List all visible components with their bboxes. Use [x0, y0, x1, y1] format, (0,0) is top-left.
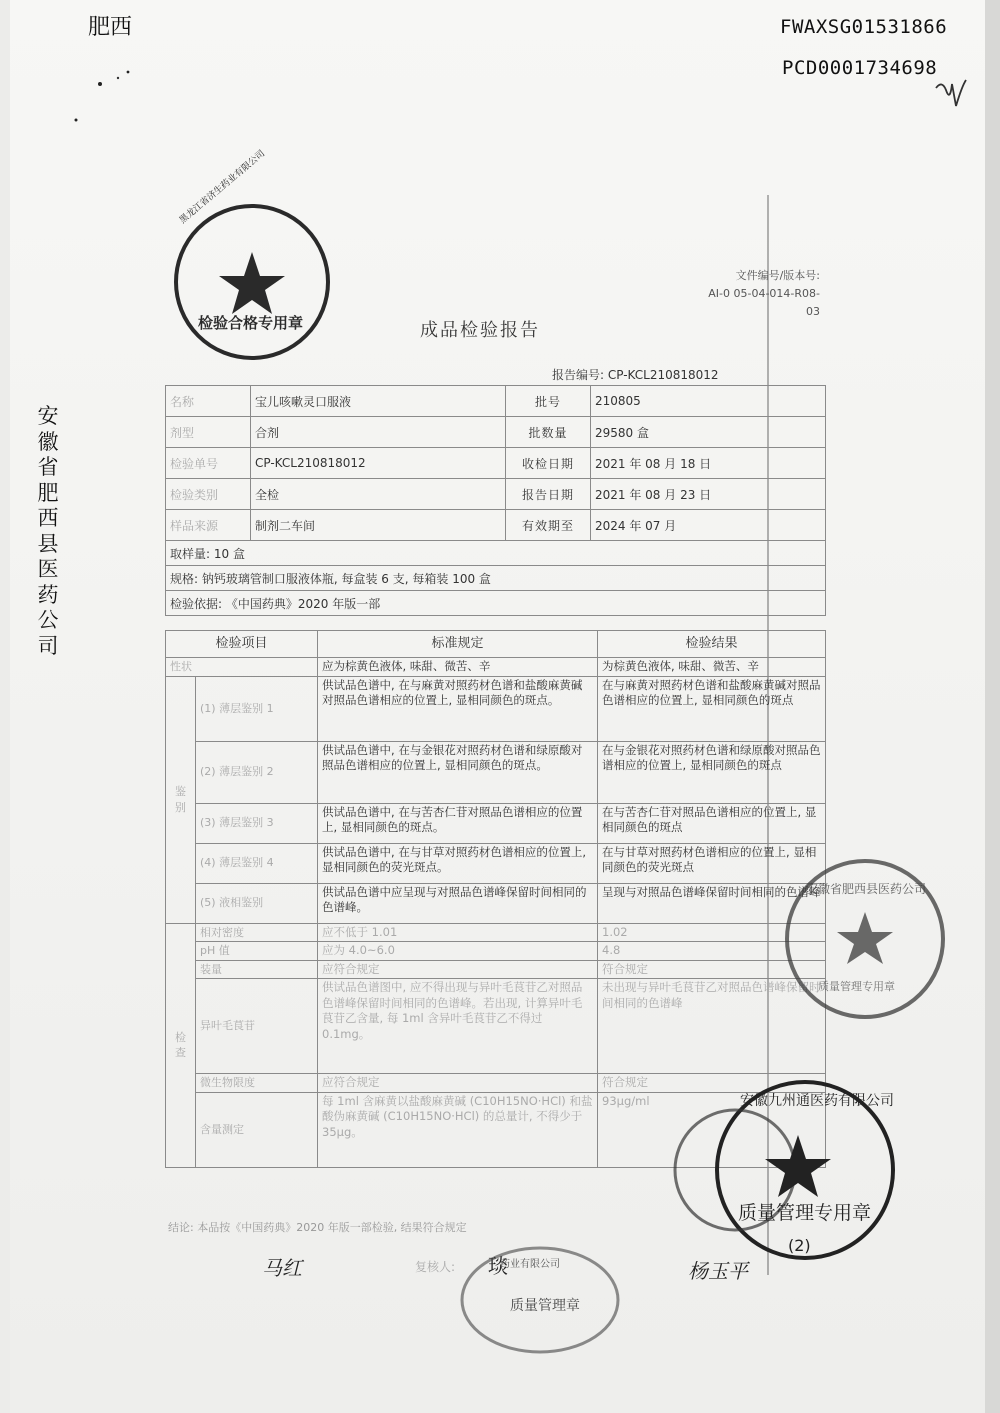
result-item: (3) 薄层鉴别 3	[196, 803, 318, 843]
result-value: 4.8	[598, 942, 826, 961]
info-row-full	[166, 541, 826, 566]
info-value: 合剂	[251, 417, 506, 448]
small-stamp-ring-text: 药业有限公司	[500, 1259, 560, 1270]
result-item: 含量测定	[196, 1092, 318, 1167]
info-label: 检验类别	[166, 479, 251, 510]
info-value: CP-KCL210818012	[251, 448, 506, 479]
result-value: 1.02	[598, 923, 826, 942]
result-standard: 应符合规定	[318, 1074, 598, 1093]
result-standard: 供试品色谱图中, 应不得出现与异叶毛茛苷乙对照品色谱峰保留时间相同的色谱峰。若出现, 计算异叶毛茛苷乙含量, 每 1ml 含异叶毛茛苷乙不得过 0.1mg。	[318, 979, 598, 1074]
result-value: 在与苦杏仁苷对照品色谱相应的位置上, 显相同颜色的斑点	[598, 803, 826, 843]
info-label: 样品来源	[166, 510, 251, 541]
doc-number-label: 文件编号/版本号:	[735, 269, 820, 282]
result-row	[166, 960, 826, 979]
results-header-row	[166, 631, 826, 658]
result-standard: 供试品色谱中应呈现与对照品色谱峰保留时间相同的色谱峰。	[318, 883, 598, 923]
sample-quantity: 取样量: 10 盒	[166, 541, 826, 566]
archive-code-2: PCD0001734698	[782, 57, 938, 79]
distributor-stamp-ring-text: 安徽九州通医药有限公司	[740, 1093, 894, 1109]
result-item: 异叶毛茛苷	[196, 979, 318, 1074]
result-row	[166, 923, 826, 942]
info-value: 制剂二车间	[251, 510, 506, 541]
info-label: 报告日期	[506, 479, 591, 510]
info-row-full	[166, 566, 826, 591]
info-value: 全检	[251, 479, 506, 510]
side-organization-name: 安徽省肥西县医药公司	[37, 404, 59, 658]
result-row	[166, 741, 826, 803]
qc-stamp-center-text: 检验合格专用章	[198, 314, 304, 332]
result-standard: 应符合规定	[318, 960, 598, 979]
info-row	[166, 448, 826, 479]
info-label: 剂型	[166, 417, 251, 448]
info-row	[166, 417, 826, 448]
info-row	[166, 386, 826, 417]
handwritten-mark	[932, 76, 972, 116]
result-standard: 应为棕黄色液体, 味甜、微苦、辛	[318, 658, 598, 677]
approver-signature: 杨玉平	[688, 1259, 748, 1283]
result-value: 93μg/ml	[598, 1092, 826, 1167]
header-standard: 标准规定	[318, 631, 598, 658]
info-row	[166, 510, 826, 541]
result-value: 呈现与对照品色谱峰保留时间相同的色谱峰	[598, 883, 826, 923]
info-table	[165, 385, 826, 616]
distributor-stamp-center-text: 质量管理专用章	[738, 1202, 872, 1224]
info-value: 2024 年 07 月	[591, 510, 826, 541]
result-value: 在与甘草对照药材色谱相应的位置上, 显相同颜色的荧光斑点	[598, 843, 826, 883]
scan-specks	[70, 64, 140, 124]
report-number: 报告编号: CP-KCL210818012	[552, 368, 719, 382]
info-label: 检验单号	[166, 448, 251, 479]
header-item: 检验项目	[166, 631, 318, 658]
result-value: 为棕黄色液体, 味甜、微苦、辛	[598, 658, 826, 677]
result-standard: 每 1ml 含麻黄以盐酸麻黄碱 (C10H15NO·HCl) 和盐酸伪麻黄碱 (C10H15NO·HCl) 的总量计, 不得少于 35μg。	[318, 1092, 598, 1167]
info-label: 有效期至	[506, 510, 591, 541]
result-value: 在与麻黄对照药材色谱和盐酸麻黄碱对照品色谱相应的位置上, 显相同颜色的斑点	[598, 676, 826, 741]
conclusion: 结论: 本品按《中国药典》2020 年版一部检验, 结果符合规定	[168, 1221, 467, 1234]
small-stamp-center-text: 质量管理章	[510, 1298, 580, 1314]
info-value: 2021 年 08 月 23 日	[591, 479, 826, 510]
header-result: 检验结果	[598, 631, 826, 658]
county-stamp-center-text: 质量管理专用章	[818, 980, 895, 993]
result-row	[166, 843, 826, 883]
info-value: 宝儿咳嗽灵口服液	[251, 386, 506, 417]
result-item: (4) 薄层鉴别 4	[196, 843, 318, 883]
info-label: 名称	[166, 386, 251, 417]
archive-code-1: FWAXSG01531866	[780, 16, 948, 38]
result-standard: 应为 4.0~6.0	[318, 942, 598, 961]
result-standard: 应不低于 1.01	[318, 923, 598, 942]
info-value: 2021 年 08 月 18 日	[591, 448, 826, 479]
result-item: pH 值	[196, 942, 318, 961]
result-value: 符合规定	[598, 960, 826, 979]
result-item: (1) 薄层鉴别 1	[196, 676, 318, 741]
county-stamp-ring-text: 安徽省肥西县医药公司	[806, 882, 927, 896]
scan-left-edge	[0, 0, 10, 1413]
result-item: (5) 液相鉴别	[196, 883, 318, 923]
group-label-check: 检查	[166, 923, 196, 1167]
county-company-stamp	[775, 852, 955, 1027]
scan-right-edge	[985, 0, 1000, 1413]
qc-stamp-ring-text: 黑龙江省济生药业有限公司	[177, 148, 268, 226]
specification: 规格: 钠钙玻璃管制口服液体瓶, 每盒装 6 支, 每箱装 100 盒	[166, 566, 826, 591]
result-item: (2) 薄层鉴别 2	[196, 741, 318, 803]
info-value: 210805	[591, 386, 826, 417]
info-value: 29580 盒	[591, 417, 826, 448]
group-label-identification: 鉴别	[166, 676, 196, 923]
reviewer-label: 复核人:	[415, 1260, 456, 1274]
result-standard: 供试品色谱中, 在与金银花对照药材色谱和绿原酸对照品色谱相应的位置上, 显相同颜色的斑点。	[318, 741, 598, 803]
info-label: 收检日期	[506, 448, 591, 479]
info-row	[166, 479, 826, 510]
doc-number-block	[695, 267, 820, 321]
result-row	[166, 979, 826, 1074]
reviewer-signature: 琰	[488, 1254, 508, 1278]
result-row	[166, 803, 826, 843]
result-row	[166, 658, 826, 677]
result-item: 装量	[196, 960, 318, 979]
distributor-stamp-number: (2)	[788, 1236, 811, 1255]
result-value: 未出现与异叶毛茛苷乙对照品色谱峰保留时间相同的色谱峰	[598, 979, 826, 1074]
page-title: 成品检验报告	[420, 320, 540, 341]
result-standard: 供试品色谱中, 在与甘草对照药材色谱相应的位置上, 显相同颜色的荧光斑点。	[318, 843, 598, 883]
result-item: 相对密度	[196, 923, 318, 942]
result-item: 性状	[166, 658, 318, 677]
result-value: 符合规定	[598, 1074, 826, 1093]
result-row	[166, 883, 826, 923]
result-standard: 供试品色谱中, 在与麻黄对照药材色谱和盐酸麻黄碱对照品色谱相应的位置上, 显相同颜色的斑点。	[318, 676, 598, 741]
result-value: 在与金银花对照药材色谱和绿原酸对照品色谱相应的位置上, 显相同颜色的斑点	[598, 741, 826, 803]
corner-handwriting: 肥西	[88, 15, 133, 40]
result-row	[166, 676, 826, 741]
info-label: 批号	[506, 386, 591, 417]
company-qc-stamp	[170, 200, 335, 365]
result-standard: 供试品色谱中, 在与苦杏仁苷对照品色谱相应的位置上, 显相同颜色的斑点。	[318, 803, 598, 843]
inspection-basis: 检验依据: 《中国药典》2020 年版一部	[166, 591, 826, 616]
info-row-full	[166, 591, 826, 616]
result-row	[166, 942, 826, 961]
inspector-signature: 马红	[262, 1256, 302, 1280]
doc-number-value: AI-0 05-04-014-R08-03	[708, 287, 820, 318]
result-item: 微生物限度	[196, 1074, 318, 1093]
info-label: 批数量	[506, 417, 591, 448]
